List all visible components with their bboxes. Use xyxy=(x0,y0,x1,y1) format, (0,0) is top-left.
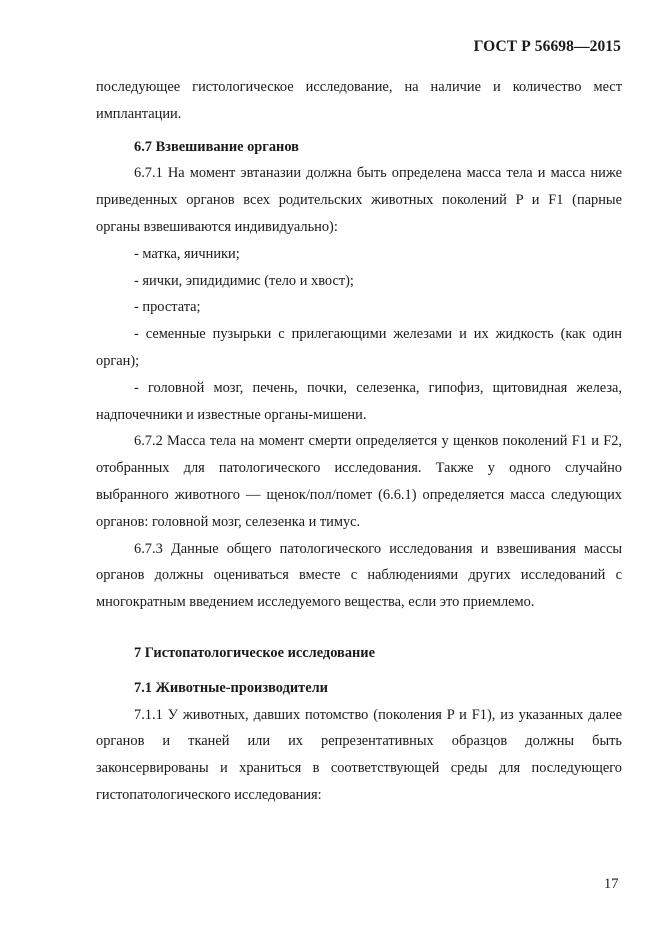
paragraph-6-7-1: 6.7.1 На момент эвтаназии должна быть определена масса тела и масса ниже приведенных органов всех родительских животных поколений P и F1 (парные органы взвешиваются индивидуально): xyxy=(96,165,622,235)
paragraph-7-1-1: 7.1.1 У животных, давших потомство (поколения P и F1), из указанных далее органов и тканей или их репрезентативных образцов должны быть законсервированы и храниться в соответствующей среды для последующего гистопатологического исследования: xyxy=(96,706,622,803)
section-7-1-heading: 7.1 Животные-производители xyxy=(134,679,328,696)
document-code-header: ГОСТ Р 56698—2015 xyxy=(473,38,621,55)
list-item: - яички, эпидидимис (тело и хвост); xyxy=(134,272,354,289)
page-number: 17 xyxy=(604,876,619,892)
paragraph-6-7-3: 6.7.3 Данные общего патологического исследования и взвешивания массы органов должны оцениваться вместе с наблюдениями других исследований с многократным введением исследуемого вещества, если это приемлемо. xyxy=(96,540,622,611)
list-item: - матка, яичники; xyxy=(134,245,240,262)
list-item: - головной мозг, печень, почки, селезенка, гипофиз, щитовидная железа, надпочечники и известные органы-мишени. xyxy=(96,379,622,423)
section-6-7-heading: 6.7 Взвешивание органов xyxy=(134,138,299,155)
page-body xyxy=(96,74,622,809)
list-item: - семенные пузырьки с прилегающими железами и их жидкость (как один орган); xyxy=(96,326,622,369)
continued-paragraph: последующее гистологическое исследование, на наличие и количество мест имплантации. xyxy=(96,79,622,122)
paragraph-6-7-2: 6.7.2 Масса тела на момент смерти определяется у щенков поколений F1 и F2, отобранных для патологического исследования. Также у одного случайно выбранного животного — щенок/пол/помет (6.6.1) определяется масса следующих органов: головной мозг, селезенка и тимус. xyxy=(96,433,622,530)
list-item: - простата; xyxy=(134,299,201,316)
section-7-heading: 7 Гистопатологическое исследование xyxy=(134,644,375,661)
